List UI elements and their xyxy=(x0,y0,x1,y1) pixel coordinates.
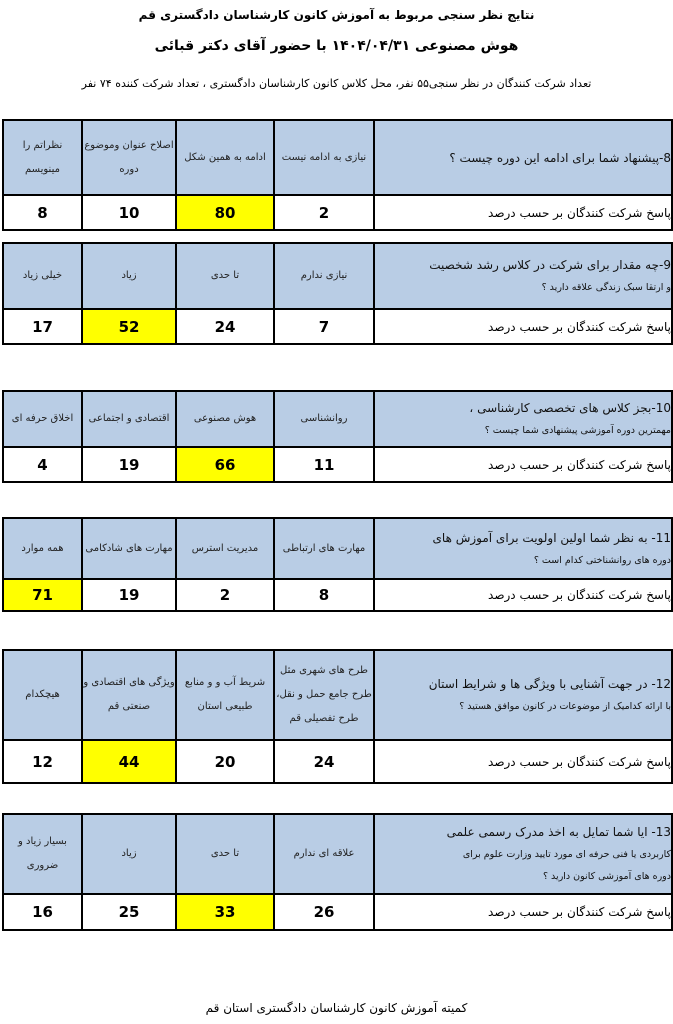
answer-option-header: ادامه به همین شکل xyxy=(176,120,274,195)
percent-value: 4 xyxy=(3,447,82,482)
question-text: مهمترین دوره آموزشی پیشنهادی شما چیست ؟ xyxy=(484,425,671,436)
answer-option-header: زیاد xyxy=(82,814,176,894)
question-text: و ارتقا سبک زندگی علاقه دارید ؟ xyxy=(541,282,671,293)
percent-value: 16 xyxy=(3,894,82,930)
percent-value: 11 xyxy=(274,447,374,482)
answer-option-header: هیچکدام xyxy=(3,650,82,740)
percent-value: 2 xyxy=(274,195,374,230)
question-table-4 xyxy=(2,517,673,612)
percent-value: 44 xyxy=(82,740,176,783)
percent-value: 80 xyxy=(176,195,274,230)
answer-option-header: شریط آب و و منابع طبیعی استان xyxy=(176,650,274,740)
percent-value: 8 xyxy=(274,579,374,611)
percent-value: 71 xyxy=(3,579,82,611)
header-row xyxy=(3,518,672,579)
question-cell xyxy=(374,518,672,579)
header-row xyxy=(3,814,672,894)
percent-value: 20 xyxy=(176,740,274,783)
answer-option-header: مهارت های ارتباطی xyxy=(274,518,374,579)
answer-option-header: روانشناسی xyxy=(274,391,374,447)
answer-option-header: زیاد xyxy=(82,243,176,309)
question-table-2 xyxy=(2,242,673,345)
answer-option-header: ویژگی های اقتصادی و صنعتی قم xyxy=(82,650,176,740)
question-table-1 xyxy=(2,119,673,231)
answer-option-header: اخلاق حرفه ای xyxy=(3,391,82,447)
values-row xyxy=(3,195,672,230)
row-label: پاسخ شرکت کنندگان بر حسب درصد xyxy=(374,894,672,930)
answer-option-header: نیازی ندارم xyxy=(274,243,374,309)
percent-value: 24 xyxy=(176,309,274,344)
answer-option-header: اصلاح عنوان وموضوع دوره xyxy=(82,120,176,195)
question-cell xyxy=(374,243,672,309)
question-text: کاربردی یا فنی حرفه ای مورد تایید وزارت علوم برای xyxy=(462,849,671,860)
percent-value: 10 xyxy=(82,195,176,230)
question-table-5 xyxy=(2,649,673,784)
question-table-3 xyxy=(2,390,673,483)
report-subtitle: هوش مصنوعی ۱۴۰۴/۰۴/۳۱ با حضور آقای دکتر قبائی xyxy=(154,38,519,54)
values-row xyxy=(3,894,672,930)
percent-value: 12 xyxy=(3,740,82,783)
row-label: پاسخ شرکت کنندگان بر حسب درصد xyxy=(374,579,672,611)
header-row xyxy=(3,391,672,447)
question-cell xyxy=(374,650,672,740)
header-row xyxy=(3,650,672,740)
answer-option-header: بسیار زیاد و ضروری xyxy=(3,814,82,894)
values-row xyxy=(3,740,672,783)
question-text: 9-چه مقدار برای شرکت در کلاس رشد شخصیت xyxy=(429,258,671,272)
values-row xyxy=(3,309,672,344)
question-text: دوره های روانشناختی کدام است ؟ xyxy=(533,554,671,566)
values-row xyxy=(3,447,672,482)
question-text: 13- ایا شما تمایل به اخذ مدرک رسمی علمی xyxy=(446,825,671,839)
row-label: پاسخ شرکت کنندگان بر حسب درصد xyxy=(374,740,672,783)
answer-option-header: تا حدی xyxy=(176,814,274,894)
question-text: 8-پیشنهاد شما برای ادامه این دوره چیست ؟ xyxy=(449,150,671,165)
answer-option-header: اقتصادی و اجتماعی xyxy=(82,391,176,447)
question-table-6 xyxy=(2,813,673,931)
question-text: دوره های آموزشی کانون دارید ؟ xyxy=(543,871,671,882)
footer-committee: کمیته آموزش کانون کارشناسان دادگستری استان قم xyxy=(205,1001,468,1015)
percent-value: 66 xyxy=(176,447,274,482)
values-row xyxy=(3,579,672,611)
answer-option-header: تا حدی xyxy=(176,243,274,309)
percent-value: 52 xyxy=(82,309,176,344)
question-text: 12- در جهت آشنایی با ویژگی ها و شرایط استان xyxy=(428,677,671,691)
percent-value: 25 xyxy=(82,894,176,930)
question-cell xyxy=(374,391,672,447)
percent-value: 24 xyxy=(274,740,374,783)
answer-option-header: طرح های شهری مثل طرح جامع حمل و نقل، طرح تفصیلی قم xyxy=(274,650,374,740)
percent-value: 33 xyxy=(176,894,274,930)
header-row xyxy=(3,243,672,309)
header-row xyxy=(3,120,672,195)
percent-value: 8 xyxy=(3,195,82,230)
question-text: با ارائه کدامیک از موضوعات در کانون موافق هستید ؟ xyxy=(459,701,671,712)
question-text: 10-بجز کلاس های تخصصی کارشناسی ، xyxy=(469,401,671,415)
participants-info: تعداد شرکت کنندگان در نظر سنجی۵۵ نفر، محل کلاس کانون کارشناسان دادگستری ، تعداد شرکت کننده ۷۴ نفر xyxy=(81,77,592,90)
answer-option-header: خیلی زیاد xyxy=(3,243,82,309)
percent-value: 19 xyxy=(82,447,176,482)
question-text: 11- به نظر شما اولین اولویت برای آموزش های xyxy=(432,530,671,545)
answer-option-header: مدیریت استرس xyxy=(176,518,274,579)
question-cell xyxy=(374,120,672,195)
answer-option-header: علاقه ای ندارم xyxy=(274,814,374,894)
percent-value: 17 xyxy=(3,309,82,344)
answer-option-header: هوش مصنوعی xyxy=(176,391,274,447)
percent-value: 26 xyxy=(274,894,374,930)
answer-option-header: نیازی به ادامه نیست xyxy=(274,120,374,195)
row-label: پاسخ شرکت کنندگان بر حسب درصد xyxy=(374,195,672,230)
report-title: نتایج نظر سنجی مربوط به آموزش کانون کارشناسان دادگستری قم xyxy=(138,8,535,22)
answer-option-header: مهارت های شادکامی xyxy=(82,518,176,579)
answer-option-header: همه موارد xyxy=(3,518,82,579)
row-label: پاسخ شرکت کنندگان بر حسب درصد xyxy=(374,447,672,482)
percent-value: 7 xyxy=(274,309,374,344)
answer-option-header: نظراتم را مینویسم xyxy=(3,120,82,195)
row-label: پاسخ شرکت کنندگان بر حسب درصد xyxy=(374,309,672,344)
percent-value: 19 xyxy=(82,579,176,611)
percent-value: 2 xyxy=(176,579,274,611)
question-cell xyxy=(374,814,672,894)
